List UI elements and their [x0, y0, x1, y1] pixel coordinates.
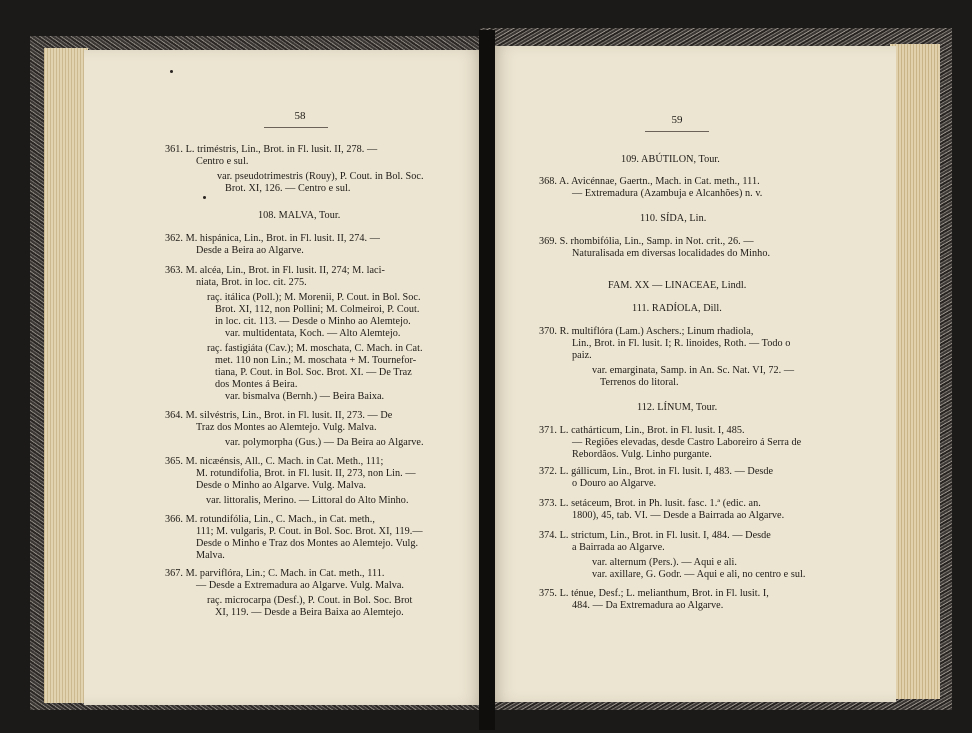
text-line: 111; M. vulgaris, P. Cout. in Bol. Soc. Brot. XI, 119.— [196, 526, 423, 537]
text-line: M. rotundifolia, Brot. in Fl. lusit. II, 273, non Lin. — [196, 468, 416, 479]
text-line: raç. fastigiáta (Cav.); M. moschata, C. Mach. in Cat. [207, 343, 423, 354]
text-line: Brot. XI, 112, non Pollini; M. Colmeiroi, P. Cout. [215, 304, 420, 315]
ink-spot [170, 70, 173, 73]
text-line: 374. L. strictum, Lin., Brot. in Fl. lusit. I, 484. — Desde [539, 530, 771, 541]
text-line: FAM. XX — LINACEAE, Lindl. [608, 280, 747, 291]
text-line: var. emarginata, Samp. in An. Sc. Nat. VI, 72. — [592, 365, 795, 376]
text-line: var. pseudotrimestris (Rouy), P. Cout. in Bol. Soc. [217, 171, 424, 182]
text-line: 372. L. gállicum, Lin., Brot. in Fl. lusit. I, 483. — Desde [539, 466, 774, 477]
text-line: var. alternum (Pers.). — Aqui e ali. [592, 557, 737, 568]
text-line: dos Montes á Beira. [215, 379, 298, 390]
text-line: 361. L. triméstris, Lin., Brot. in Fl. lusit. II, 278. — [165, 144, 378, 155]
text-line: 111. RADÍOLA, Dill. [632, 303, 722, 314]
page-edges-right [890, 44, 940, 699]
text-line: 365. M. nicæénsis, All., C. Mach. in Cat. Meth., 111; [165, 456, 384, 467]
text-line: 368. A. Avicénnae, Gaertn., Mach. in Cat. meth., 111. [539, 176, 760, 187]
text-line: Terrenos do litoral. [600, 377, 679, 388]
text-line: 375. L. ténue, Desf.; L. melianthum, Brot. in Fl. lusit. I, [539, 588, 769, 599]
text-line: Desde o Minho e Traz dos Montes ao Alemtejo. Vulg. [196, 538, 419, 549]
text-line: 1800), 45, tab. VI. — Desde a Bairrada ao Algarve. [572, 510, 785, 521]
text-line: Lin., Brot. in Fl. lusit. I; R. linoides, Roth. — Todo o [572, 338, 791, 349]
text-line: Brot. XI, 126. — Centro e sul. [225, 183, 351, 194]
text-line: Desde o Minho ao Algarve. Vulg. Malva. [196, 480, 367, 491]
text-line: var. axillare, G. Godr. — Aqui e ali, no centro e sul. [592, 569, 806, 580]
text-line: 112. LÍNUM, Tour. [637, 402, 718, 413]
page-edges-left [44, 48, 88, 703]
header-rule [645, 131, 709, 132]
text-line: 373. L. setáceum, Brot. in Ph. lusit. fasc. 1.ª (edic. an. [539, 498, 761, 509]
text-line: var. bismalva (Bernh.) — Beira Baixa. [225, 391, 385, 402]
text-line: — Desde a Extremadura ao Algarve. Vulg. Malva. [196, 580, 405, 591]
header-rule [264, 127, 328, 128]
text-line: 371. L. cathárticum, Lin., Brot. in Fl. lusit. I, 485. [539, 425, 745, 436]
text-line: niata, Brot. in loc. cit. 275. [196, 277, 307, 288]
text-line: tiana, P. Cout. in Bol. Soc. Brot. XI. — De Traz [215, 367, 412, 378]
text-line: raç. itálica (Poll.); M. Morenii, P. Cout. in Bol. Soc. [207, 292, 421, 303]
text-line: o Douro ao Algarve. [572, 478, 657, 489]
text-line: Centro e sul. [196, 156, 249, 167]
text-line: Desde a Beira ao Algarve. [196, 245, 304, 256]
text-line: Traz dos Montes ao Alemtejo. Vulg. Malva. [196, 422, 377, 433]
left-page [84, 50, 488, 705]
text-line: 110. SÍDA, Lin. [640, 213, 707, 224]
text-line: — Regiões elevadas, desde Castro Laboreiro á Serra de [572, 437, 802, 448]
text-line: Naturalisada em diversas localidades do Minho. [572, 248, 771, 259]
text-line: 369. S. rhombifólia, Lin., Samp. in Not. crit., 26. — [539, 236, 754, 247]
page-number: 58 [294, 110, 306, 122]
text-line: 364. M. silvéstris, Lin., Brot. in Fl. lusit. II, 273. — De [165, 410, 393, 421]
text-line: 363. M. alcéa, Lin., Brot. in Fl. lusit. II, 274; M. laci- [165, 265, 385, 276]
text-line: 484. — Da Extremadura ao Algarve. [572, 600, 724, 611]
text-line: 370. R. multiflóra (Lam.) Aschers.; Linum rhadiola, [539, 326, 754, 337]
text-line: var. multidentata, Koch. — Alto Alemtejo. [225, 328, 401, 339]
text-line: 367. M. parviflóra, Lin.; C. Mach. in Cat. meth., 111. [165, 568, 385, 579]
ink-spot [203, 196, 206, 199]
text-line: XI, 119. — Desde a Beira Baixa ao Alemtejo. [215, 607, 404, 618]
book-gutter [479, 30, 495, 730]
text-line: var. polymorpha (Gus.) — Da Beira ao Algarve. [225, 437, 424, 448]
text-line: a Bairrada ao Algarve. [572, 542, 665, 553]
text-line: 108. MALVA, Tour. [258, 210, 341, 221]
text-line: in loc. cit. 113. — Desde o Minho ao Alemtejo. [215, 316, 411, 327]
text-line: paiz. [572, 350, 592, 361]
text-line: — Extremadura (Azambuja e Alcanhões) n. v. [572, 188, 763, 199]
text-line: Malva. [196, 550, 225, 561]
text-line: 366. M. rotundifólia, Lin., C. Mach., in Cat. meth., [165, 514, 376, 525]
text-line: Rebordãos. Vulg. Linho purgante. [572, 449, 712, 460]
text-line: 109. ABÚTILON, Tour. [621, 154, 720, 165]
page-number: 59 [671, 114, 683, 126]
text-line: met. 110 non Lin.; M. moschata + M. Tournefor- [215, 355, 417, 366]
text-line: var. littoralis, Merino. — Littoral do Alto Minho. [206, 495, 409, 506]
right-page [487, 46, 896, 702]
text-line: raç. microcarpa (Desf.), P. Cout. in Bol. Soc. Brot [207, 595, 413, 606]
text-line: 362. M. hispánica, Lin., Brot. in Fl. lusit. II, 274. — [165, 233, 380, 244]
